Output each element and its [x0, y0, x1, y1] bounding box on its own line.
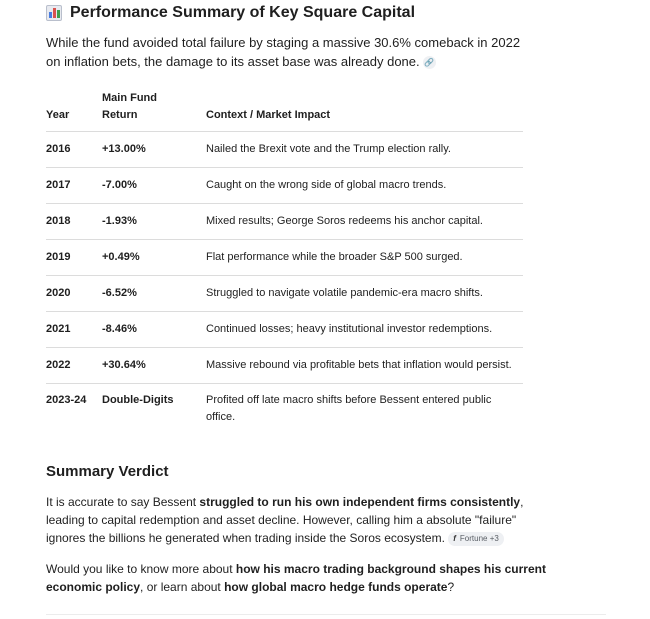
- cell-context: Struggled to navigate volatile pandemic-era macro shifts.: [206, 276, 523, 312]
- cell-year: 2022: [46, 348, 102, 384]
- verdict-paragraph: [46, 493, 546, 547]
- cell-return: -8.46%: [102, 312, 206, 348]
- table-row: [46, 132, 523, 168]
- table-row: [46, 168, 523, 204]
- source-chip[interactable]: [448, 532, 504, 546]
- divider: [46, 614, 606, 615]
- intro-text: While the fund avoided total failure by staging a massive 30.6% comeback in 2022 on inflation bets, the damage to its asset base was already done.: [46, 35, 521, 69]
- cell-context: Continued losses; heavy institutional investor redemptions.: [206, 312, 523, 348]
- cell-year: 2020: [46, 276, 102, 312]
- bar-chart-icon: [46, 5, 62, 21]
- cell-year: 2016: [46, 132, 102, 168]
- section-title: Performance Summary of Key Square Capital: [70, 4, 416, 21]
- cell-return: -1.93%: [102, 204, 206, 240]
- cell-context: Nailed the Brexit vote and the Trump election rally.: [206, 132, 523, 168]
- header-year: Year: [46, 90, 102, 132]
- cell-context: Mixed results; George Soros redeems his anchor capital.: [206, 204, 523, 240]
- performance-table: [46, 90, 523, 427]
- header-return: [102, 90, 206, 132]
- table-row: [46, 276, 523, 312]
- cell-return: +30.64%: [102, 348, 206, 384]
- table-row: [46, 312, 523, 348]
- cell-context: Profited off late macro shifts before Bessent entered public office.: [206, 394, 492, 423]
- table-row: [46, 348, 523, 384]
- header-return-line1: Main Fund: [102, 92, 157, 104]
- table-row: [46, 204, 523, 240]
- question-option-2: how global macro hedge funds operate: [224, 580, 448, 594]
- question-option-1: how his macro trading background shapes his current economic policy: [46, 562, 546, 594]
- cell-year: 2018: [46, 204, 102, 240]
- cell-context: Caught on the wrong side of global macro trends.: [206, 168, 523, 204]
- cell-context: Flat performance while the broader S&P 500 surged.: [206, 240, 523, 276]
- question-text: Would you like to know more about: [46, 562, 236, 576]
- cell-year: 2023-24: [46, 394, 87, 406]
- table-row: [46, 384, 523, 428]
- cell-year: 2017: [46, 168, 102, 204]
- table-header-row: [46, 90, 523, 132]
- summary-verdict-heading: Summary Verdict: [46, 463, 169, 480]
- verdict-text-rest: , leading to capital redemption and asset decline. However, calling him a absolute "failure" ignores the billions he generated when trading inside the Soros ecosystem.: [46, 495, 524, 545]
- follow-up-question: [46, 560, 546, 596]
- question-text-end: ?: [447, 580, 455, 594]
- header-return-line2: Return: [102, 109, 138, 121]
- intro-paragraph: [46, 33, 536, 71]
- verdict-bold: struggled to run his own independent firms consistently: [199, 495, 521, 509]
- question-text-mid: , or learn about: [140, 580, 225, 594]
- cell-return: -7.00%: [102, 168, 206, 204]
- verdict-text: It is accurate to say Bessent: [46, 495, 200, 509]
- link-icon[interactable]: 🔗: [424, 58, 435, 68]
- cell-return: +13.00%: [102, 132, 206, 168]
- cell-return: -6.52%: [102, 276, 206, 312]
- fortune-icon: f: [453, 533, 456, 543]
- cell-return: Double-Digits: [102, 394, 174, 406]
- cell-return: +0.49%: [102, 240, 206, 276]
- cell-context: Massive rebound via profitable bets that inflation would persist.: [206, 348, 523, 384]
- section-title-row: [46, 3, 415, 23]
- table-row: [46, 240, 523, 276]
- cell-year: 2021: [46, 312, 102, 348]
- source-chip-label: Fortune +3: [459, 533, 499, 543]
- header-context: Context / Market Impact: [206, 90, 523, 132]
- cell-year: 2019: [46, 240, 102, 276]
